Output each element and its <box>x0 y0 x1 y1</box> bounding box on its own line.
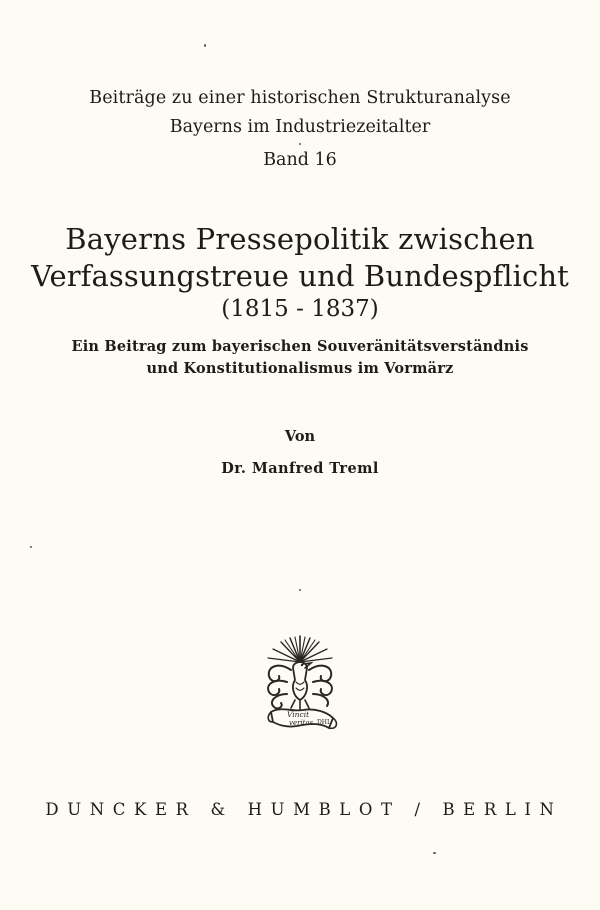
emblem-ribbon-text-1: Vincit <box>287 710 310 719</box>
paper-speck <box>204 44 206 47</box>
publisher-imprint: DUNCKER & HUMBLOT / BERLIN <box>45 800 563 819</box>
paper-speck <box>299 143 301 145</box>
main-title-line-1: Bayerns Pressepolitik zwischen <box>65 222 535 256</box>
series-title-line-1: Beiträge zu einer historischen Strukturanalyse <box>89 88 511 108</box>
eagle-emblem-icon <box>257 632 343 736</box>
volume-number: Band 16 <box>263 150 337 170</box>
subtitle-line-1: Ein Beitrag zum bayerischen Souveränitätsverständnis <box>71 338 529 355</box>
author-by-label: Von <box>284 428 316 445</box>
series-title-line-2: Bayerns im Industriezeitalter <box>169 117 431 137</box>
author-name: Dr. Manfred Treml <box>221 460 379 477</box>
main-title-line-2: Verfassungstreue und Bundespflicht <box>31 259 569 293</box>
emblem-monogram: DHL <box>317 719 332 726</box>
subtitle-line-2: und Konstitutionalismus im Vormärz <box>146 360 454 377</box>
title-years: (1815 - 1837) <box>221 296 379 322</box>
paper-speck <box>433 852 436 854</box>
emblem-ribbon-text-2: veritas <box>289 719 314 727</box>
paper-speck <box>299 589 301 591</box>
paper-speck <box>30 546 32 548</box>
